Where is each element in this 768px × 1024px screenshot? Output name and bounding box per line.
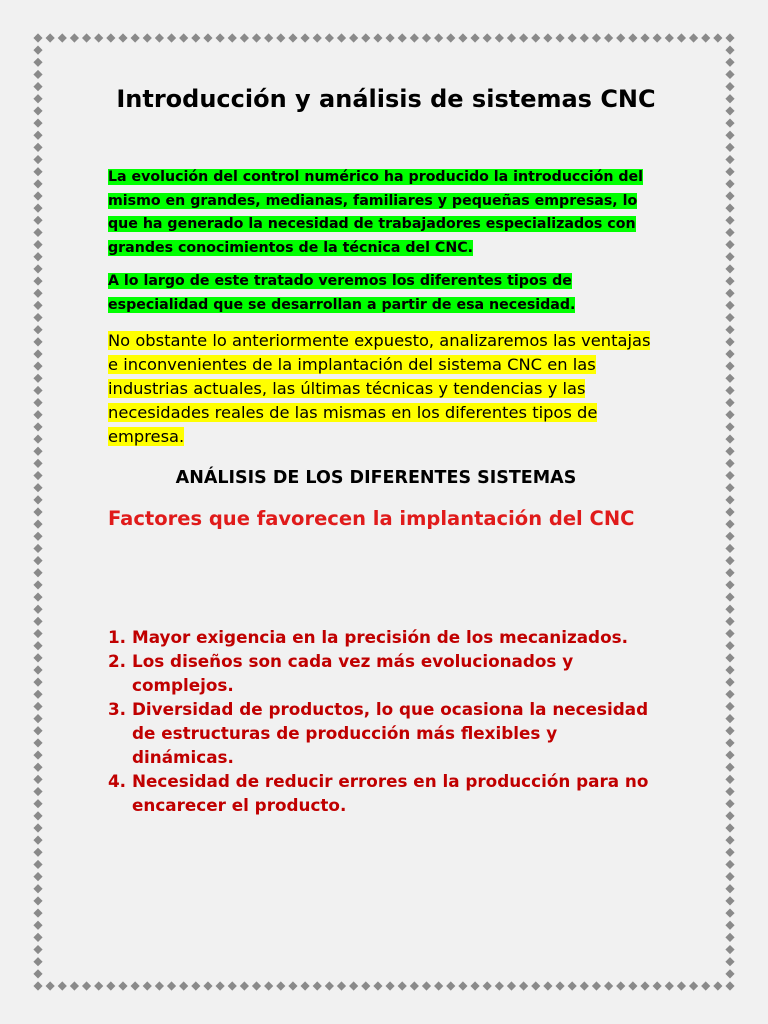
border-diamond <box>33 811 42 820</box>
border-diamond <box>33 908 42 917</box>
border-diamond <box>713 981 722 990</box>
border-diamond <box>33 167 42 176</box>
border-diamond <box>325 981 334 990</box>
border-diamond <box>725 131 734 140</box>
border-diamond <box>725 155 734 164</box>
border-diamond <box>628 981 637 990</box>
border-diamond <box>725 836 734 845</box>
border-diamond <box>725 447 734 456</box>
border-diamond <box>33 617 42 626</box>
border-diamond <box>179 981 188 990</box>
border-diamond <box>300 33 309 42</box>
border-diamond <box>495 981 504 990</box>
factors-list <box>108 625 660 817</box>
border-diamond <box>725 264 734 273</box>
border-diamond <box>33 276 42 285</box>
document-body <box>108 82 660 817</box>
border-diamond <box>725 434 734 443</box>
border-diamond <box>725 763 734 772</box>
list-item-number: 3. <box>108 699 127 719</box>
border-diamond <box>288 981 297 990</box>
border-diamond <box>33 653 42 662</box>
border-diamond <box>33 264 42 273</box>
border-diamond <box>725 483 734 492</box>
border-diamond <box>725 860 734 869</box>
border-diamond <box>653 33 662 42</box>
border-diamond <box>725 580 734 589</box>
border-diamond <box>33 483 42 492</box>
section-heading: ANÁLISIS DE LOS DIFERENTES SISTEMAS <box>175 468 577 488</box>
border-diamond <box>483 33 492 42</box>
border-diamond <box>216 33 225 42</box>
border-diamond <box>131 33 140 42</box>
border-diamond <box>434 33 443 42</box>
border-diamond <box>33 289 42 298</box>
border-diamond <box>33 252 42 261</box>
list-item <box>108 697 660 769</box>
border-diamond <box>725 118 734 127</box>
border-diamond <box>33 592 42 601</box>
border-diamond <box>725 568 734 577</box>
list-item <box>108 769 660 817</box>
list-item-text: Necesidad de reducir errores en la producción para no encarecer el producto. <box>132 771 649 815</box>
border-diamond <box>216 981 225 990</box>
border-diamond <box>725 106 734 115</box>
border-diamond <box>483 981 492 990</box>
analysis-paragraph <box>108 329 660 449</box>
border-diamond <box>592 981 601 990</box>
border-diamond <box>507 981 516 990</box>
border-diamond <box>725 605 734 614</box>
border-diamond <box>33 106 42 115</box>
border-diamond <box>288 33 297 42</box>
border-diamond <box>33 422 42 431</box>
border-diamond <box>325 33 334 42</box>
border-diamond <box>543 33 552 42</box>
border-diamond <box>725 70 734 79</box>
border-diamond <box>33 471 42 480</box>
border-diamond <box>349 981 358 990</box>
border-diamond <box>531 33 540 42</box>
border-diamond <box>313 981 322 990</box>
border-diamond <box>604 981 613 990</box>
border-diamond <box>33 933 42 942</box>
border-diamond <box>33 714 42 723</box>
border-diamond <box>240 981 249 990</box>
border-diamond <box>33 459 42 468</box>
border-diamond <box>167 33 176 42</box>
border-diamond <box>725 665 734 674</box>
border-diamond <box>337 33 346 42</box>
border-diamond <box>33 228 42 237</box>
border-diamond <box>725 495 734 504</box>
border-diamond <box>640 981 649 990</box>
border-diamond <box>410 981 419 990</box>
border-diamond <box>725 459 734 468</box>
border-diamond <box>33 301 42 310</box>
border-diamond <box>725 374 734 383</box>
border-diamond <box>725 143 734 152</box>
border-diamond <box>179 33 188 42</box>
border-diamond <box>725 981 734 990</box>
border-diamond <box>725 714 734 723</box>
list-item <box>108 625 660 649</box>
border-diamond <box>33 495 42 504</box>
border-diamond <box>33 969 42 978</box>
border-diamond <box>725 410 734 419</box>
border-diamond <box>143 33 152 42</box>
border-diamond <box>725 289 734 298</box>
border-diamond <box>725 325 734 334</box>
border-diamond <box>33 665 42 674</box>
intro-paragraph-2-text: A lo largo de este tratado veremos los diferentes tipos de especialidad que se desarrollan a partir de esa necesidad. <box>108 273 576 313</box>
border-diamond <box>33 860 42 869</box>
border-diamond <box>580 33 589 42</box>
border-diamond <box>33 131 42 140</box>
border-diamond <box>337 981 346 990</box>
border-diamond <box>33 349 42 358</box>
border-diamond <box>33 94 42 103</box>
border-diamond <box>725 921 734 930</box>
border-diamond <box>385 981 394 990</box>
border-diamond <box>725 690 734 699</box>
border-diamond <box>33 410 42 419</box>
border-diamond <box>33 325 42 334</box>
border-diamond <box>592 33 601 42</box>
border-diamond <box>725 678 734 687</box>
border-diamond <box>458 33 467 42</box>
list-item <box>108 649 660 697</box>
border-diamond <box>470 33 479 42</box>
border-diamond <box>106 981 115 990</box>
border-diamond <box>725 398 734 407</box>
border-diamond <box>725 908 734 917</box>
border-diamond <box>725 884 734 893</box>
border-diamond <box>33 46 42 55</box>
border-diamond <box>446 33 455 42</box>
border-diamond <box>725 823 734 832</box>
border-diamond <box>143 981 152 990</box>
border-diamond <box>155 981 164 990</box>
border-diamond <box>118 33 127 42</box>
border-diamond <box>725 617 734 626</box>
border-diamond <box>33 155 42 164</box>
border-diamond <box>33 143 42 152</box>
border-diamond <box>46 33 55 42</box>
border-diamond <box>131 981 140 990</box>
border-diamond <box>33 896 42 905</box>
border-diamond <box>33 629 42 638</box>
border-diamond <box>252 981 261 990</box>
border-diamond <box>628 33 637 42</box>
border-diamond <box>33 726 42 735</box>
intro-paragraph-2 <box>108 270 660 317</box>
border-diamond <box>70 33 79 42</box>
border-diamond <box>33 33 42 42</box>
border-diamond <box>725 896 734 905</box>
border-diamond <box>725 82 734 91</box>
border-diamond <box>531 981 540 990</box>
border-diamond <box>33 398 42 407</box>
border-diamond <box>167 981 176 990</box>
border-diamond <box>725 848 734 857</box>
border-diamond <box>33 702 42 711</box>
border-diamond <box>665 33 674 42</box>
border-diamond <box>33 775 42 784</box>
border-diamond <box>653 981 662 990</box>
border-diamond <box>46 981 55 990</box>
border-diamond <box>33 568 42 577</box>
border-diamond <box>725 532 734 541</box>
border-diamond <box>410 33 419 42</box>
border-diamond <box>361 33 370 42</box>
border-diamond <box>33 386 42 395</box>
border-diamond <box>689 33 698 42</box>
border-diamond <box>725 641 734 650</box>
border-diamond <box>33 641 42 650</box>
border-diamond <box>725 750 734 759</box>
list-item-number: 1. <box>108 627 127 647</box>
border-diamond <box>33 204 42 213</box>
border-diamond <box>725 556 734 565</box>
border-diamond <box>725 520 734 529</box>
border-diamond <box>252 33 261 42</box>
border-diamond <box>82 33 91 42</box>
border-diamond <box>495 33 504 42</box>
border-diamond <box>725 702 734 711</box>
border-diamond <box>458 981 467 990</box>
list-item-text: Los diseños son cada vez más evolucionados y complejos. <box>132 651 574 695</box>
border-diamond <box>373 33 382 42</box>
border-diamond <box>422 33 431 42</box>
border-diamond <box>313 33 322 42</box>
border-diamond <box>725 738 734 747</box>
border-diamond <box>58 33 67 42</box>
border-diamond <box>106 33 115 42</box>
border-diamond <box>33 556 42 565</box>
border-diamond <box>701 33 710 42</box>
border-diamond <box>33 520 42 529</box>
border-diamond <box>264 33 273 42</box>
border-diamond <box>616 33 625 42</box>
border-diamond <box>33 82 42 91</box>
border-diamond <box>33 118 42 127</box>
border-diamond <box>725 386 734 395</box>
border-diamond <box>33 374 42 383</box>
border-diamond <box>725 167 734 176</box>
border-diamond <box>33 957 42 966</box>
border-diamond <box>228 33 237 42</box>
border-diamond <box>33 216 42 225</box>
border-diamond <box>276 33 285 42</box>
border-diamond <box>33 337 42 346</box>
border-diamond <box>33 70 42 79</box>
border-diamond <box>33 848 42 857</box>
border-diamond <box>604 33 613 42</box>
border-diamond <box>33 981 42 990</box>
border-diamond <box>33 884 42 893</box>
border-diamond <box>58 981 67 990</box>
border-diamond <box>725 191 734 200</box>
border-diamond <box>33 313 42 322</box>
border-diamond <box>725 252 734 261</box>
border-diamond <box>725 799 734 808</box>
border-diamond <box>640 33 649 42</box>
border-diamond <box>33 362 42 371</box>
border-diamond <box>725 653 734 662</box>
border-diamond <box>725 629 734 638</box>
border-diamond <box>677 981 686 990</box>
border-diamond <box>543 981 552 990</box>
intro-paragraph-1 <box>108 166 660 260</box>
border-diamond <box>33 750 42 759</box>
border-diamond <box>373 981 382 990</box>
border-diamond <box>228 981 237 990</box>
border-diamond <box>725 787 734 796</box>
border-diamond <box>725 240 734 249</box>
border-diamond <box>33 823 42 832</box>
border-diamond <box>701 981 710 990</box>
border-diamond <box>665 981 674 990</box>
border-diamond <box>203 981 212 990</box>
border-diamond <box>33 447 42 456</box>
border-diamond <box>725 507 734 516</box>
border-diamond <box>155 33 164 42</box>
border-diamond <box>398 33 407 42</box>
border-diamond <box>385 33 394 42</box>
list-item-number: 4. <box>108 771 127 791</box>
border-diamond <box>725 726 734 735</box>
border-diamond <box>33 179 42 188</box>
border-diamond <box>33 690 42 699</box>
list-item-text: Diversidad de productos, lo que ocasiona la necesidad de estructuras de producción más flexibles y dinámicas. <box>132 699 649 767</box>
border-diamond <box>33 434 42 443</box>
border-diamond <box>725 228 734 237</box>
border-diamond <box>33 799 42 808</box>
border-diamond <box>616 981 625 990</box>
border-diamond <box>555 981 564 990</box>
border-diamond <box>725 957 734 966</box>
border-diamond <box>33 738 42 747</box>
border-diamond <box>519 981 528 990</box>
border-diamond <box>33 544 42 553</box>
list-item-text: Mayor exigencia en la precisión de los mecanizados. <box>132 627 628 647</box>
border-diamond <box>725 422 734 431</box>
border-diamond <box>725 301 734 310</box>
border-diamond <box>118 981 127 990</box>
border-diamond <box>361 981 370 990</box>
border-diamond <box>33 507 42 516</box>
analysis-paragraph-text: No obstante lo anteriormente expuesto, analizaremos las ventajas e inconvenientes de la implantación del sistema CNC en las industrias actuales, las últimas técnicas y tendencias y las necesidades reales de las mismas en los diferentes tipos de empresa. <box>108 331 651 446</box>
border-diamond <box>507 33 516 42</box>
border-diamond <box>470 981 479 990</box>
border-diamond <box>94 981 103 990</box>
border-diamond <box>677 33 686 42</box>
border-diamond <box>725 179 734 188</box>
border-diamond <box>33 678 42 687</box>
border-diamond <box>725 216 734 225</box>
border-diamond <box>33 836 42 845</box>
border-diamond <box>555 33 564 42</box>
border-diamond <box>725 58 734 67</box>
border-diamond <box>725 313 734 322</box>
border-diamond <box>70 981 79 990</box>
border-diamond <box>398 981 407 990</box>
border-diamond <box>33 191 42 200</box>
document-title: Introducción y análisis de sistemas CNC <box>116 85 656 113</box>
border-diamond <box>33 872 42 881</box>
border-diamond <box>725 204 734 213</box>
border-diamond <box>82 981 91 990</box>
border-diamond <box>580 981 589 990</box>
border-diamond <box>94 33 103 42</box>
border-diamond <box>725 933 734 942</box>
border-diamond <box>725 945 734 954</box>
border-diamond <box>725 276 734 285</box>
border-diamond <box>300 981 309 990</box>
border-diamond <box>33 58 42 67</box>
border-diamond <box>240 33 249 42</box>
border-diamond <box>713 33 722 42</box>
border-diamond <box>191 981 200 990</box>
border-diamond <box>33 580 42 589</box>
border-diamond <box>725 337 734 346</box>
border-diamond <box>203 33 212 42</box>
border-diamond <box>191 33 200 42</box>
border-diamond <box>689 981 698 990</box>
border-diamond <box>725 592 734 601</box>
border-diamond <box>33 763 42 772</box>
border-diamond <box>725 33 734 42</box>
border-diamond <box>568 33 577 42</box>
border-diamond <box>725 471 734 480</box>
border-diamond <box>33 532 42 541</box>
border-diamond <box>725 775 734 784</box>
border-diamond <box>276 981 285 990</box>
border-diamond <box>725 94 734 103</box>
border-diamond <box>519 33 528 42</box>
list-item-number: 2. <box>108 651 127 671</box>
border-diamond <box>568 981 577 990</box>
border-diamond <box>446 981 455 990</box>
border-diamond <box>725 969 734 978</box>
border-diamond <box>33 240 42 249</box>
border-diamond <box>33 921 42 930</box>
border-diamond <box>264 981 273 990</box>
border-diamond <box>725 544 734 553</box>
border-diamond <box>725 872 734 881</box>
border-diamond <box>725 349 734 358</box>
intro-paragraph-1-text: La evolución del control numérico ha producido la introducción del mismo en grandes, medianas, familiares y pequeñas empresas, lo que ha generado la necesidad de trabajadores especializados con grandes conocimientos de la técnica del CNC. <box>108 169 644 256</box>
border-diamond <box>33 605 42 614</box>
border-diamond <box>434 981 443 990</box>
border-diamond <box>422 981 431 990</box>
border-diamond <box>725 362 734 371</box>
factors-subheading: Factores que favorecen la implantación del CNC <box>108 507 635 530</box>
border-diamond <box>725 46 734 55</box>
border-diamond <box>33 787 42 796</box>
border-diamond <box>349 33 358 42</box>
border-diamond <box>725 811 734 820</box>
border-diamond <box>33 945 42 954</box>
